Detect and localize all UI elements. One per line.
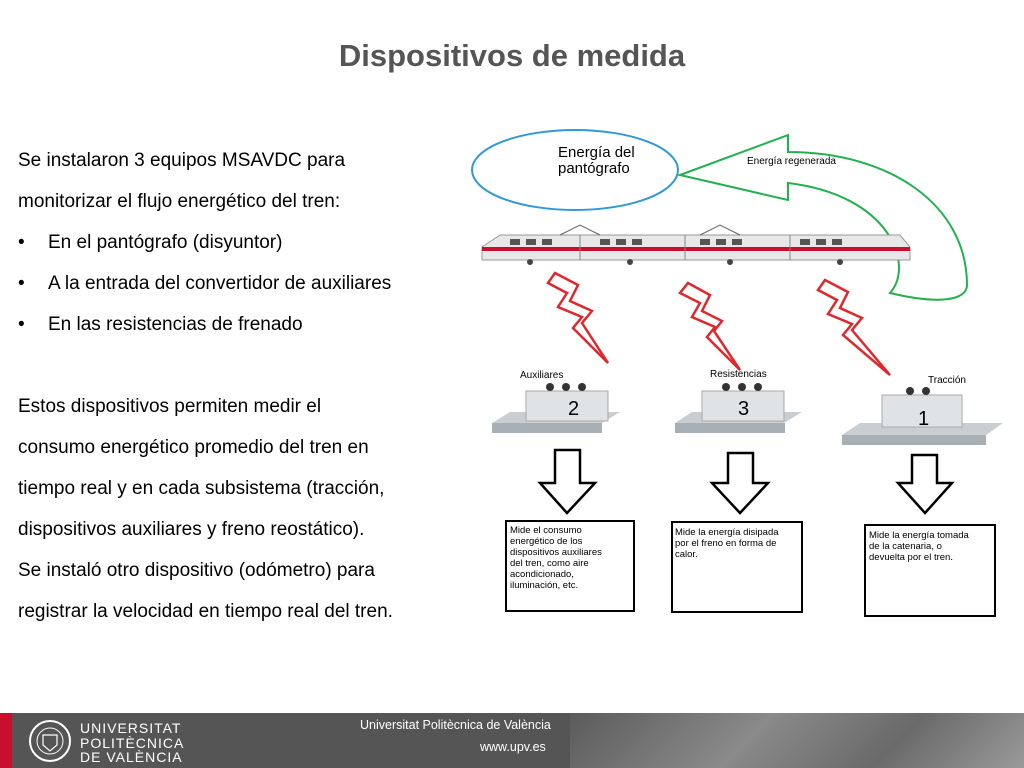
left-text-block <box>18 140 488 632</box>
device-label: Resistencias <box>710 369 767 380</box>
device-label: Tracción <box>928 375 966 386</box>
bullet-icon: • <box>18 314 25 335</box>
lightning-bolt-icon <box>818 280 890 375</box>
paragraph-line: Se instaló otro dispositivo (odómetro) para <box>18 560 375 581</box>
paragraph-line: registrar la velocidad en tiempo real del tren. <box>18 601 393 622</box>
svg-text:Mide la energía disipada: Mide la energía disipada <box>675 527 779 538</box>
footer-accent <box>0 713 12 768</box>
university-name: UNIVERSITAT POLITÈCNICA DE VALÈNCIA <box>80 720 185 765</box>
energy-flow-diagram <box>470 125 1024 625</box>
svg-text:devuelta por el tren.: devuelta por el tren. <box>869 552 953 563</box>
svg-text:calor.: calor. <box>675 549 698 560</box>
paragraph-line: consumo energético promedio del tren en <box>18 437 369 458</box>
device-number: 2 <box>568 398 580 420</box>
svg-text:iluminación, etc.: iluminación, etc. <box>510 580 579 591</box>
arrow-label: Energía regenerada <box>747 156 836 167</box>
svg-text:de la catenaria, o: de la catenaria, o <box>869 541 942 552</box>
bullet-icon: • <box>18 232 25 253</box>
ellipse-text: pantógrafo <box>558 160 630 177</box>
svg-text:acondicionado,: acondicionado, <box>510 569 574 580</box>
lightning-bolt-icon <box>680 283 740 370</box>
footer-university-text: Universitat Politècnica de València <box>360 718 551 732</box>
svg-text:energético de los: energético de los <box>510 536 583 547</box>
bullet-text: En las resistencias de frenado <box>48 314 303 335</box>
down-arrow-icon <box>898 455 952 513</box>
paragraph-line: tiempo real y en cada subsistema (tracción, <box>18 478 385 499</box>
ellipse-text: Energía del <box>558 144 635 161</box>
paragraph-line: Estos dispositivos permiten medir el <box>18 396 322 417</box>
device-label: Auxiliares <box>520 370 564 381</box>
bullet-icon: • <box>18 273 25 294</box>
svg-text:por el freno en forma de: por el freno en forma de <box>675 538 777 549</box>
device-number: 3 <box>738 398 750 420</box>
footer-url[interactable]: www.upv.es <box>480 740 546 754</box>
footer-seal-photo <box>570 713 1024 768</box>
svg-text:Mide la energía tomada: Mide la energía tomada <box>869 530 969 541</box>
measurement-device-icon <box>842 387 1003 445</box>
footer-bar <box>0 713 1024 768</box>
bullet-item <box>18 222 488 263</box>
train-icon <box>482 225 910 265</box>
svg-text:Mide el consumo: Mide el consumo <box>510 525 582 536</box>
paragraph-line: dispositivos auxiliares y freno reostático). <box>18 519 365 540</box>
bullet-text: En el pantógrafo (disyuntor) <box>48 232 283 253</box>
measurement-device-icon <box>492 383 620 433</box>
lightning-bolt-icon <box>548 273 608 363</box>
university-seal-icon <box>28 719 72 763</box>
bullet-text: A la entrada del convertidor de auxiliares <box>48 273 392 294</box>
measurement-device-icon <box>675 383 802 433</box>
slide-title: Dispositivos de medida <box>338 38 686 73</box>
device-number: 1 <box>918 408 930 430</box>
intro-line: Se instalaron 3 equipos MSAVDC para <box>18 150 346 171</box>
bullet-item <box>18 263 488 304</box>
svg-text:del tren, como aire: del tren, como aire <box>510 558 589 569</box>
down-arrow-icon <box>712 453 768 513</box>
intro-line: monitorizar el flujo energético del tren: <box>18 191 341 212</box>
svg-text:dispositivos auxiliares: dispositivos auxiliares <box>510 547 602 558</box>
bullet-item <box>18 304 488 345</box>
down-arrow-icon <box>540 450 595 513</box>
